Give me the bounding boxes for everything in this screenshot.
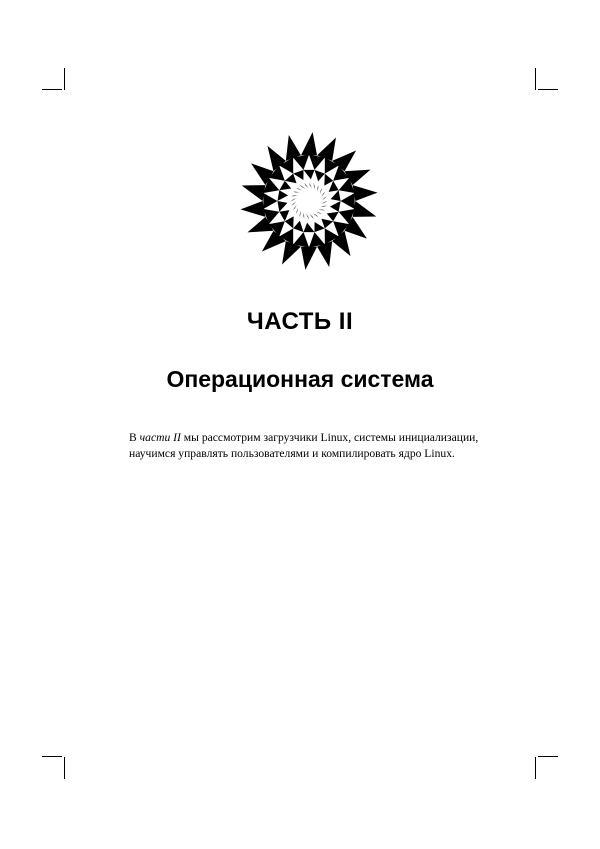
ornament-hook xyxy=(320,188,322,195)
ornament-hook xyxy=(306,213,309,219)
ornament-outer-spike xyxy=(353,201,377,217)
ornament-hook xyxy=(300,185,306,189)
ornament-hook xyxy=(296,188,303,190)
ornament-hook xyxy=(290,198,296,201)
ornament-hook xyxy=(293,192,300,193)
ornament-outer-spike xyxy=(353,185,378,201)
ornament-outer-spike xyxy=(301,247,317,270)
ornament-outer-spike xyxy=(242,185,266,201)
ornament-hook xyxy=(300,210,301,217)
ornament-ring-triangle xyxy=(263,193,277,209)
ornament-ring-triangle xyxy=(341,193,355,209)
ornament-inner-triangle xyxy=(327,212,339,221)
ornament-hook xyxy=(314,183,315,190)
ornament-hook xyxy=(318,210,325,211)
ornament-outer-spike xyxy=(301,132,317,155)
ornament-hook xyxy=(309,214,314,219)
ornament-inner-triangle xyxy=(293,221,303,232)
ornament-hook xyxy=(296,208,298,215)
ornament-center xyxy=(299,191,319,211)
ornament-hook xyxy=(318,185,319,192)
intro-line-1 xyxy=(129,430,479,446)
intro-paragraph xyxy=(129,430,479,462)
crop-mark-bottom-right-h xyxy=(538,756,558,757)
ornament-hook xyxy=(304,183,309,188)
ornament-inner-triangle xyxy=(285,174,297,184)
ornament-hook xyxy=(322,196,327,201)
ornament-hook xyxy=(309,182,312,188)
crop-mark-top-right-v xyxy=(535,68,536,90)
ornament-inner-triangle xyxy=(285,216,294,228)
ornament-hook xyxy=(291,201,296,206)
ornament-hook xyxy=(320,206,327,207)
ornament-inner-triangle xyxy=(321,219,333,229)
crop-mark-top-right-h xyxy=(538,89,558,90)
crop-mark-top-left-h xyxy=(42,89,62,90)
ornament-inner-triangle xyxy=(304,170,315,179)
mandala-star-ornament-icon xyxy=(238,130,380,272)
ornament-outer-spike xyxy=(240,201,265,217)
ornament-inner-triangle xyxy=(314,170,324,181)
ornament-inner-triangle xyxy=(331,190,341,201)
ornament-hook xyxy=(291,195,298,196)
ornament-hook xyxy=(303,212,304,219)
ornament-hook xyxy=(316,212,323,214)
ornament-inner-triangle xyxy=(277,190,288,201)
crop-mark-top-left-v xyxy=(64,68,65,90)
intro-emphasis: части II xyxy=(139,431,181,444)
intro-line-1-text: мы рассмотрим загрузчики Linux, системы инициализации, xyxy=(180,431,479,444)
ornament-hook xyxy=(321,201,327,204)
ornament-inner-triangle xyxy=(324,174,333,186)
intro-line-2: научимся управлять пользователями и компилировать ядро Linux. xyxy=(129,447,455,460)
crop-mark-bottom-left-v xyxy=(64,757,65,779)
ornament-outer-spike xyxy=(332,151,356,172)
ornament-hook xyxy=(293,205,297,211)
ornament-outer-spike xyxy=(262,231,286,252)
intro-prefix: В xyxy=(129,431,140,444)
ornament-hook xyxy=(313,213,319,217)
crop-mark-bottom-right-v xyxy=(535,757,536,779)
ornament-hook xyxy=(321,192,325,198)
ornament-inner-triangle xyxy=(330,201,341,212)
ornament-inner-triangle xyxy=(277,201,287,212)
ornament-inner-triangle xyxy=(304,223,315,232)
part-title: ЧАСТЬ II xyxy=(246,308,354,335)
crop-mark-bottom-left-h xyxy=(42,756,62,757)
ornament-inner-triangle xyxy=(279,181,291,190)
part-subtitle: Операционная система xyxy=(166,366,434,392)
